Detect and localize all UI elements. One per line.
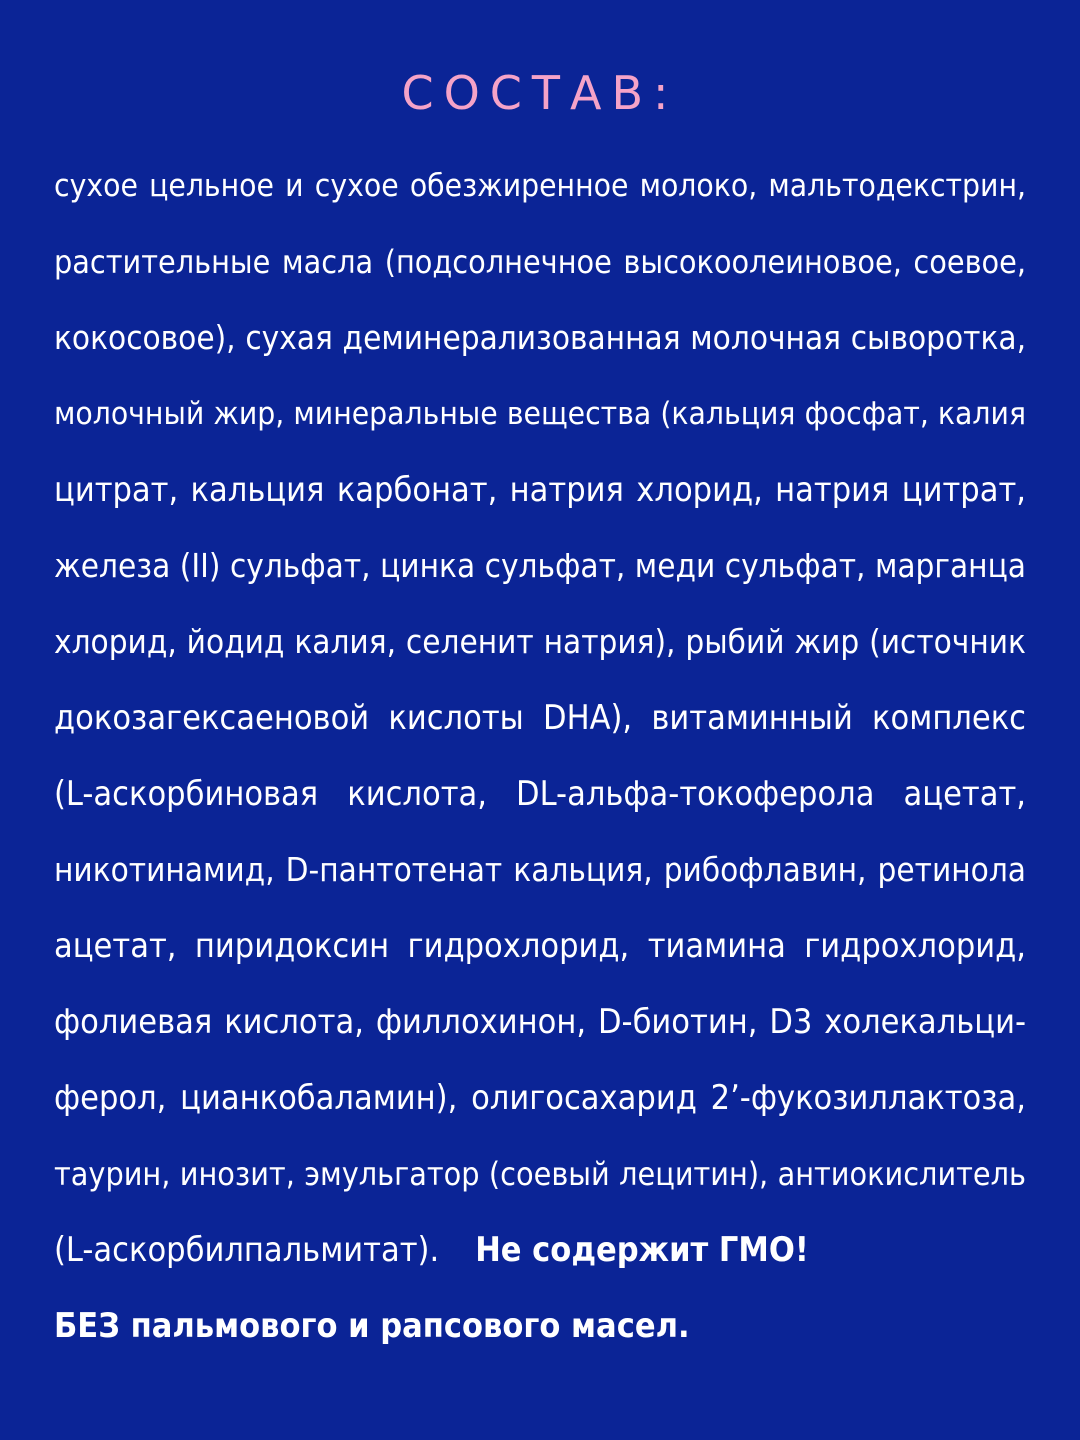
no-palm-rapeseed-notice: БЕЗ пальмового и рапсового масел. [54,1306,690,1346]
ingredients-line-12: фолиевая кислота, филлохинон, D-биотин, D3 холекальци- [54,1002,1026,1042]
ingredients-line-10: никотинамид, D-пантотенат кальция, рибофлавин, ретинола [54,850,1026,889]
ingredients-line-15 [54,1212,1026,1288]
ingredients-line-8: докозагексаеновой кислоты DHA), витаминный комплекс [54,698,1026,738]
gmo-free-notice: Не содержит ГМО! [475,1230,809,1270]
composition-title: СОСТАВ: [401,66,679,120]
ingredients-line-2: растительные масла (подсолнечное высокоолеиновое, соевое, [54,243,1026,281]
ingredients-line-9: (L-аскорбиновая кислота, DL-альфа-токоферола ацетат, [54,774,1026,814]
ingredients-line-5: цитрат, кальция карбонат, натрия хлорид, натрия цитрат, [54,470,1026,510]
ingredients-line-3: кокосовое), сухая деминерализованная молочная сыворотка, [54,318,1026,357]
ingredients-line-14: таурин, инозит, эмульгатор (соевый лецитин), антиокислитель [54,1155,1026,1193]
ingredients-line-13: ферол, цианкобаламин), олигосахарид 2’-фукозиллактоза, [54,1078,1026,1118]
ingredients-text [54,148,1026,1364]
ingredients-line-7: хлорид, йодид калия, селенит натрия), рыбий жир (источник [54,622,1026,661]
ingredients-line-11: ацетат, пиридоксин гидрохлорид, тиамина гидрохлорид, [54,926,1026,966]
ingredients-line-1: сухое цельное и сухое обезжиренное молоко, мальтодекстрин, [54,168,1026,204]
ingredients-line-6: железа (II) сульфат, цинка сульфат, меди сульфат, марганца [54,546,1026,585]
ingredients-line-4: молочный жир, минеральные вещества (кальция фосфат, калия [54,396,1026,432]
ingredients-final-text: (L-аскорбилпальмитат). [54,1230,440,1270]
